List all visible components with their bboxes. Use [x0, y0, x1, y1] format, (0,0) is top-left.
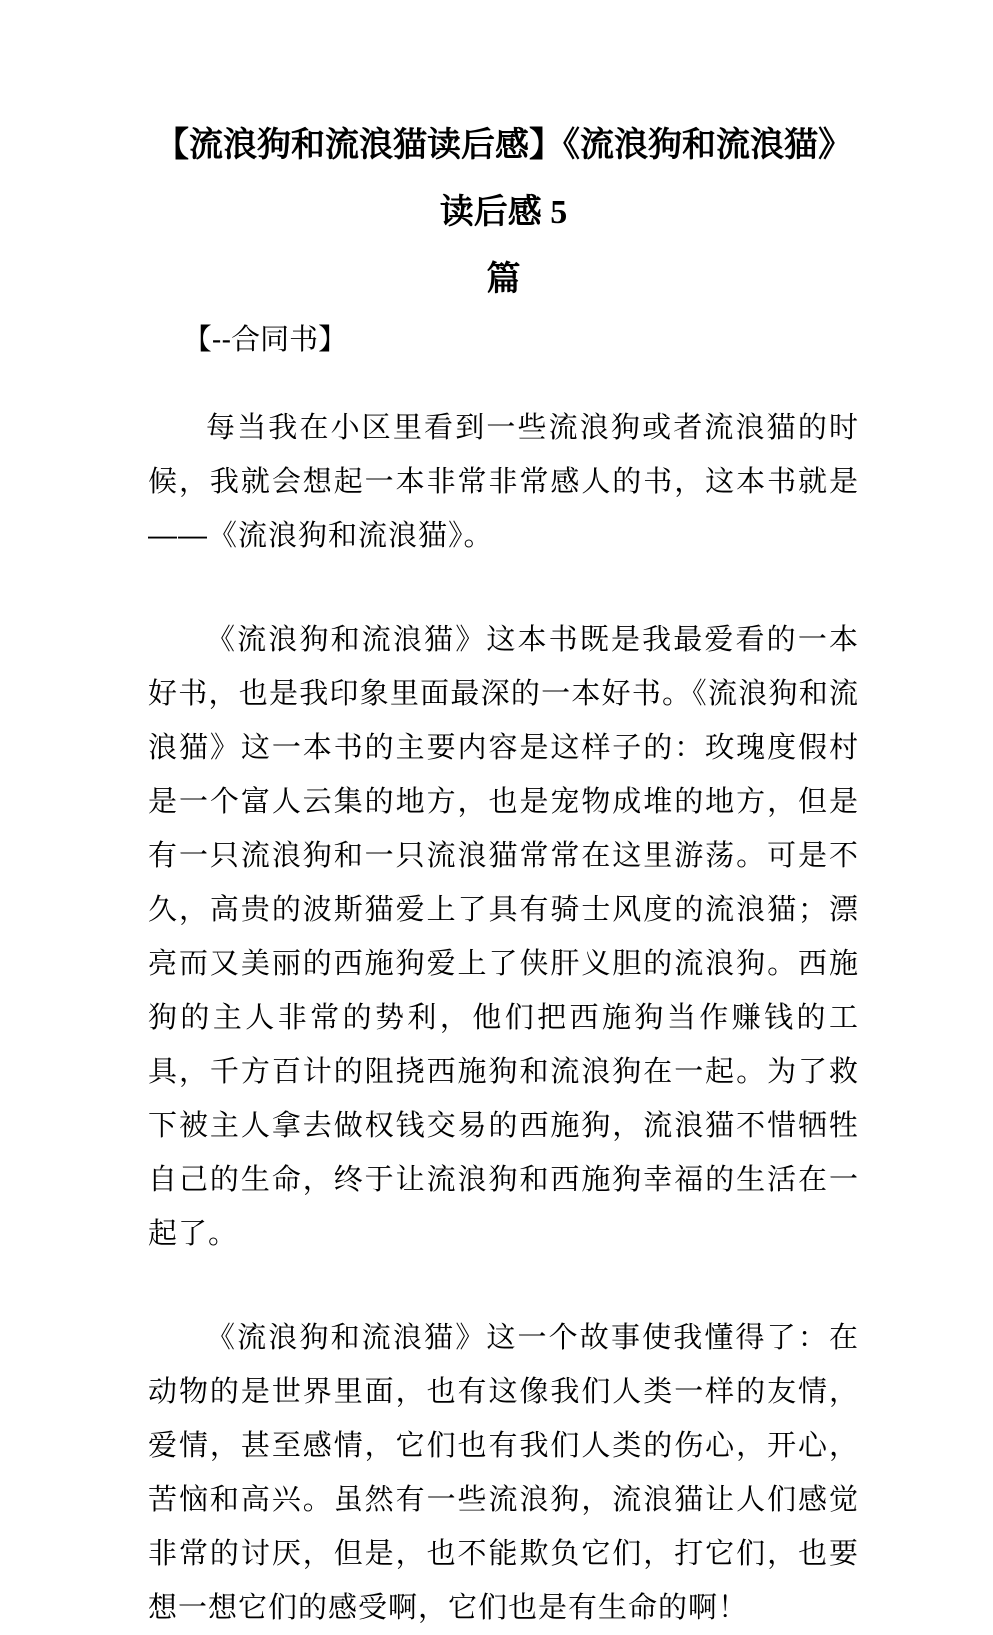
paragraph-3: 《流浪狗和流浪猫》这一个故事使我懂得了：在动物的是世界里面，也有这像我们人类一样的友情，爱情，甚至感情，它们也有我们人类的伤心，开心，苦恼和高兴。虽然有一些流浪狗，流浪猫让人们感觉非常的讨厌，但是，也不能欺负它们，打它们，也要想一想它们的感受啊，它们也是有生命的啊！: [148, 1322, 859, 1624]
page-title-line-2: 篇: [486, 261, 521, 298]
paragraph-1: 每当我在小区里看到一些流浪狗或者流浪猫的时候，我就会想起一本非常非常感人的书，这本书就是 ——《流浪狗和流浪猫》。: [148, 412, 859, 552]
page-title: [148, 112, 859, 313]
paragraph-2: 《流浪狗和流浪猫》这本书既是我最爱看的一本好书，也是我印象里面最深的一本好书。《流浪狗和流浪猫》这一本书的主要内容是这样子的：玫瑰度假村是一个富人云集的地方，也是宠物成堆的地方，但是有一只流浪狗和一只流浪猫常常在这里游荡。可是不久，高贵的波斯猫爱上了具有骑士风度的流浪猫；漂亮而又美丽的西施狗爱上了侠肝义胆的流浪狗。西施狗的主人非常的势利，他们把西施狗当作赚钱的工具，千方百计的阻挠西施狗和流浪狗在一起。为了救下被主人拿去做权钱交易的西施狗，流浪猫不惜牺牲自己的生命，终于让流浪狗和西施狗幸福的生活在一起了。: [148, 624, 859, 1250]
page-title-line-1: 【流浪狗和流浪猫读后感】《流浪狗和流浪猫》读后感 5: [155, 127, 852, 231]
subheading: 【--合同书】: [182, 324, 348, 356]
